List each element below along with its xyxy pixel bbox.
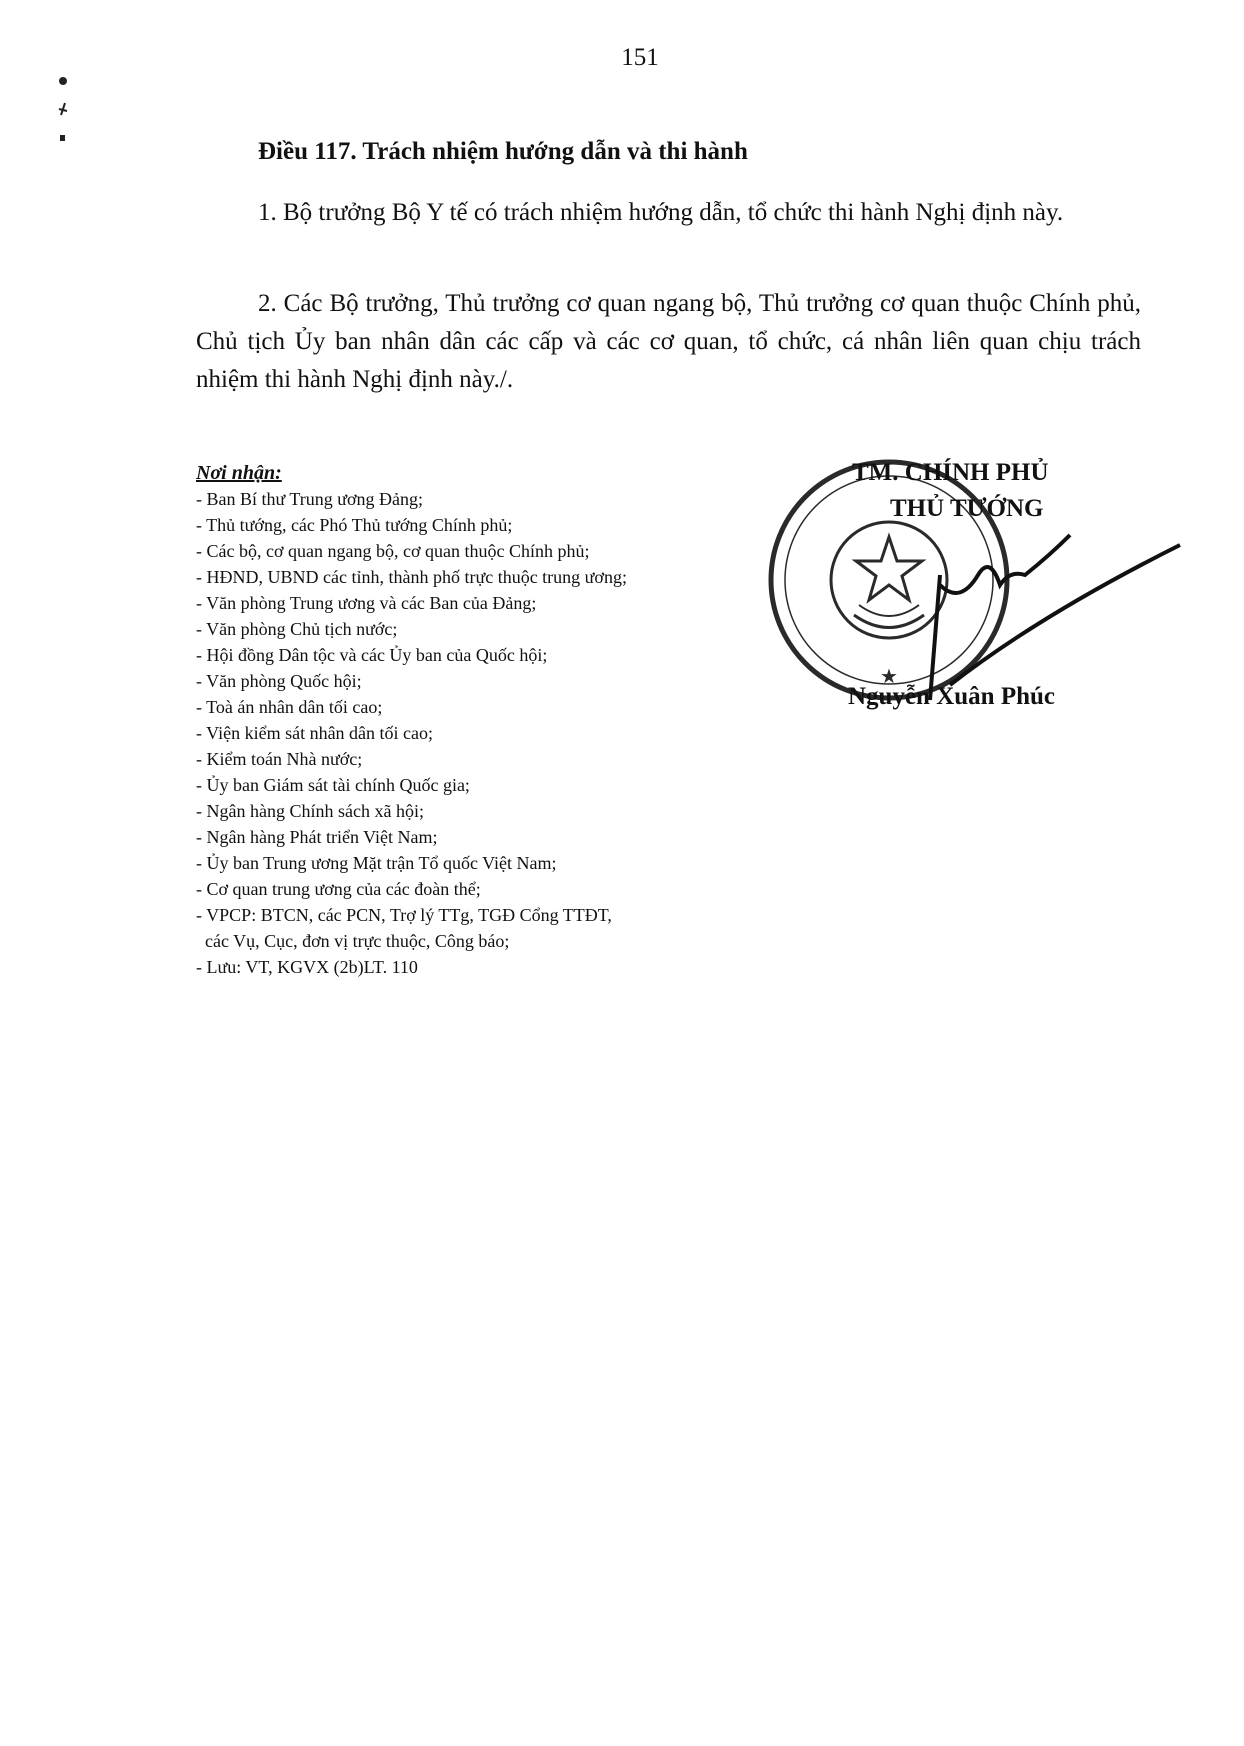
list-item: - Lưu: VT, KGVX (2b)LT. 110 xyxy=(196,957,418,977)
signature-block xyxy=(790,455,1140,735)
recipients-list xyxy=(196,486,776,980)
list-item: - Hội đồng Dân tộc và các Ủy ban của Quốc hội; xyxy=(196,645,548,665)
list-item: - Văn phòng Quốc hội; xyxy=(196,671,362,691)
list-item: - Kiểm toán Nhà nước; xyxy=(196,749,363,769)
list-item: các Vụ, Cục, đơn vị trực thuộc, Công báo; xyxy=(196,931,510,951)
list-item: - Văn phòng Trung ương và các Ban của Đảng; xyxy=(196,593,537,613)
paragraph-2-text: 2. Các Bộ trưởng, Thủ trưởng cơ quan ngang bộ, Thủ trưởng cơ quan thuộc Chính phủ, Chủ tịch Ủy ban nhân dân các cấp và các cơ quan, tổ chức, cá nhân liên quan chịu trách nhiệm thi hành Nghị định này./. xyxy=(196,290,1141,393)
list-item: - Viện kiểm sát nhân dân tối cao; xyxy=(196,723,434,743)
recipients-block xyxy=(196,460,776,980)
list-item: - Ngân hàng Chính sách xã hội; xyxy=(196,801,424,821)
list-item: - Cơ quan trung ương của các đoàn thể; xyxy=(196,879,481,899)
list-item: - Ủy ban Giám sát tài chính Quốc gia; xyxy=(196,775,470,795)
list-item: - Các bộ, cơ quan ngang bộ, cơ quan thuộc Chính phủ; xyxy=(196,541,590,561)
paragraph-2 xyxy=(196,285,1141,399)
list-item: - VPCP: BTCN, các PCN, Trợ lý TTg, TGĐ Cổng TTĐT, xyxy=(196,905,612,925)
signer-organization: TM. CHÍNH PHỦ xyxy=(852,459,1049,486)
page-number: 151 xyxy=(621,44,659,71)
list-item: - Thủ tướng, các Phó Thủ tướng Chính phủ; xyxy=(196,515,513,535)
list-item: - Ủy ban Trung ương Mặt trận Tổ quốc Việt Nam; xyxy=(196,853,557,873)
scan-marks xyxy=(55,75,75,160)
paragraph-1 xyxy=(196,194,1141,232)
paragraph-1-text: 1. Bộ trưởng Bộ Y tế có trách nhiệm hướng dẫn, tổ chức thi hành Nghị định này. xyxy=(258,199,1064,226)
list-item: - Ngân hàng Phát triển Việt Nam; xyxy=(196,827,438,847)
signer-title: THỦ TƯỚNG xyxy=(890,495,1044,522)
svg-text:★: ★ xyxy=(880,664,898,688)
list-item: - Văn phòng Chủ tịch nước; xyxy=(196,619,398,639)
list-item: - Ban Bí thư Trung ương Đảng; xyxy=(196,489,424,509)
article-title: Điều 117. Trách nhiệm hướng dẫn và thi hành xyxy=(258,138,748,165)
signature-scribble-icon xyxy=(890,515,1190,705)
recipients-heading: Nơi nhận: xyxy=(196,462,282,484)
list-item: - HĐND, UBND các tỉnh, thành phố trực thuộc trung ương; xyxy=(196,567,627,587)
list-item: - Toà án nhân dân tối cao; xyxy=(196,697,383,717)
signer-name: Nguyễn Xuân Phúc xyxy=(848,683,1055,710)
